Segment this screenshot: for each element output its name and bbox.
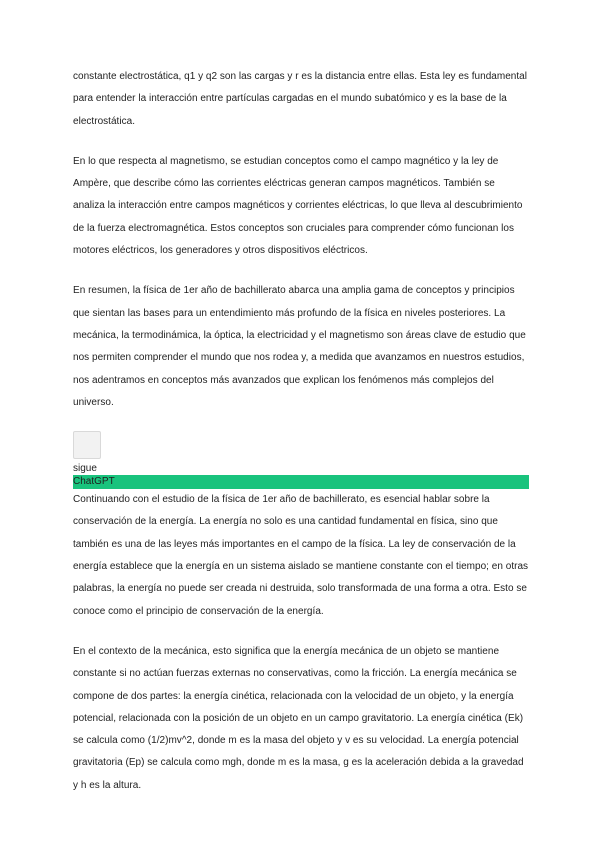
user-avatar bbox=[73, 431, 101, 459]
assistant-label-bar bbox=[73, 475, 529, 489]
document-page bbox=[73, 66, 529, 797]
paragraph-magnetism: En lo que respecta al magnetismo, se estudian conceptos como el campo magnético y la ley de Ampère, que describe cómo las corrientes eléctricas generan campos magnéticos. También se analiza la interacción entre campos magnéticos y corrientes eléctricas, lo que lleva al descubrimiento de la fuerza electromagnética. Estos conceptos son cruciales para comprender cómo funcionan los motores eléctricos, los generadores y otros dispositivos eléctricos. bbox=[73, 155, 523, 257]
assistant-label: ChatGPT bbox=[73, 476, 115, 488]
paragraph-electrostatics: constante electrostática, q1 y q2 son las cargas y r es la distancia entre ellas. Esta ley es fundamental para entender la interacción entre partículas cargadas en el mundo subatómico y es la base de la electrostática. bbox=[73, 71, 528, 127]
user-message: sigue bbox=[73, 463, 97, 475]
paragraph-mechanical-energy: En el contexto de la mecánica, esto significa que la energía mecánica de un objeto se mantiene constante si no actúan fuerzas externas no conservativas, como la fricción. La energía mecánica se compone de dos partes: la energía cinética, relacionada con la velocidad de un objeto, y la energía potencial, relacionada con la posición de un objeto en un campo gravitatorio. La energía cinética (Ek) se calcula como (1/2)mv^2, donde m es la masa del objeto y v es su velocidad. La energía potencial gravitatoria (Ep) se calcula como mgh, donde m es la masa, g es la aceleración debida a la gravedad y h es la altura. bbox=[73, 645, 524, 791]
paragraph-summary: En resumen, la física de 1er año de bachillerato abarca una amplia gama de conceptos y principios que sientan las bases para un entendimiento más profundo de la física en niveles posteriores. La mecánica, la termodinámica, la óptica, la electricidad y el magnetismo son áreas clave de estudio que nos permiten comprender el mundo que nos rodea y, a medida que avanzamos en nuestros estudios, nos adentramos en conceptos más avanzados que explican los fenómenos más complejos del universo. bbox=[73, 285, 526, 408]
assistant-response bbox=[73, 489, 529, 797]
paragraph-energy-conservation: Continuando con el estudio de la física de 1er año de bachillerato, es esencial hablar sobre la conservación de la energía. La energía no solo es una cantidad fundamental en física, sino que también es una de las leyes más importantes en el campo de la física. La ley de conservación de la energía establece que la energía en un sistema aislado se mantiene constante con el tiempo; en otras palabras, la energía no puede ser creada ni destruida, solo transformada de una forma a otra. Esto se conoce como el principio de conservación de la energía. bbox=[73, 494, 529, 617]
